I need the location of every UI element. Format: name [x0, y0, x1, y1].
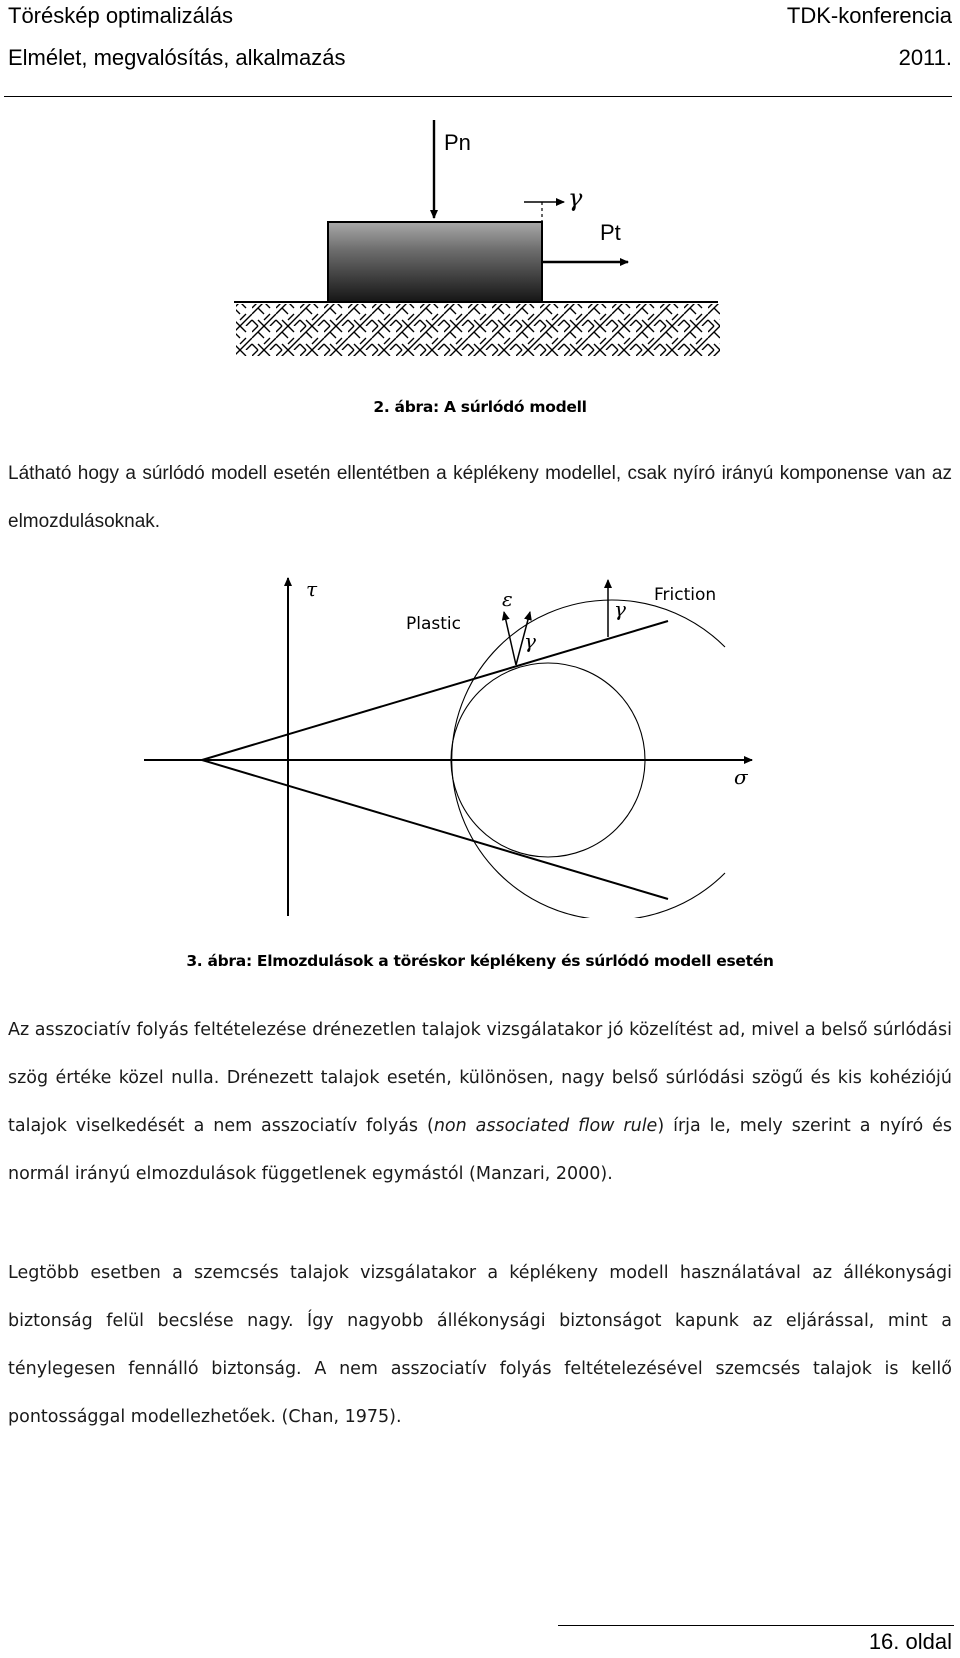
figure3-caption: 3. ábra: Elmozdulások a töréskor képlékeny és súrlódó modell esetén — [186, 952, 774, 970]
friction-label: Friction — [654, 585, 717, 605]
header-title: Töréskép optimalizálás — [8, 3, 233, 28]
header-subtitle: Elmélet, megvalósítás, alkalmazás — [8, 45, 346, 70]
failure-envelope-lower — [202, 760, 668, 899]
sigma-label: σ — [734, 765, 748, 789]
footer-rule — [558, 1625, 954, 1626]
pt-label: Pt — [600, 220, 621, 245]
figure2-caption: 2. ábra: A súrlódó modell — [373, 398, 587, 416]
paragraph-1: Látható hogy a súrlódó modell esetén ellentétben a képlékeny modellel, csak nyíró irányú komponense van az elmozdulásoknak. — [8, 463, 952, 532]
page-number: 16. oldal — [868, 1629, 952, 1654]
tau-label: τ — [306, 577, 318, 601]
sliding-block — [328, 222, 542, 302]
paragraph-2 — [8, 1006, 952, 1198]
paragraph-2-italic: non associated flow rule — [433, 1116, 658, 1136]
gamma-friction-label: γ — [614, 597, 626, 621]
paragraph-2-text-b: ) írja le, mely szerint a nyíró és normál irányú elmozdulások függetlenek egymástól (Manzari, 2000). — [8, 1116, 952, 1184]
figure-mohr-circles — [140, 566, 780, 918]
pn-label: Pn — [444, 130, 471, 155]
ground-hatch — [236, 304, 720, 356]
header-event: TDK-konferencia — [786, 3, 952, 28]
failure-envelope-upper — [202, 621, 668, 760]
gamma-plastic-label: γ — [524, 629, 536, 653]
paragraph-3: Legtöbb esetben a szemcsés talajok vizsgálatakor a képlékeny modell használatával az állékonysági biztonság felül becslése nagy. Így nagyobb állékonysági biztonságot kapunk az eljárással, mint a ténylegesen fennálló biztonság. A nem asszociatív folyás feltételezésével szemcsés talajok is kellő pontossággal modellezhetőek. (Chan, 1975). — [8, 1263, 952, 1427]
figure-friction-model — [228, 110, 724, 372]
header-rule — [4, 96, 952, 97]
header-year: 2011. — [898, 45, 952, 70]
paragraph-2-text-a: Az asszociatív folyás feltételezése drénezetlen talajok vizsgálatakor jó közelítést ad, mivel a belső súrlódási szög értéke közel nulla. Drénezett talajok esetén, különösen, nagy belső súrlódási szögű és kis kohéziójú talajok viselkedését a nem asszociatív folyás ( — [8, 1020, 952, 1136]
epsilon-arrow — [504, 612, 516, 665]
epsilon-label: ε — [502, 587, 513, 611]
plastic-label: Plastic — [406, 614, 461, 634]
gamma-label: γ — [568, 184, 583, 212]
